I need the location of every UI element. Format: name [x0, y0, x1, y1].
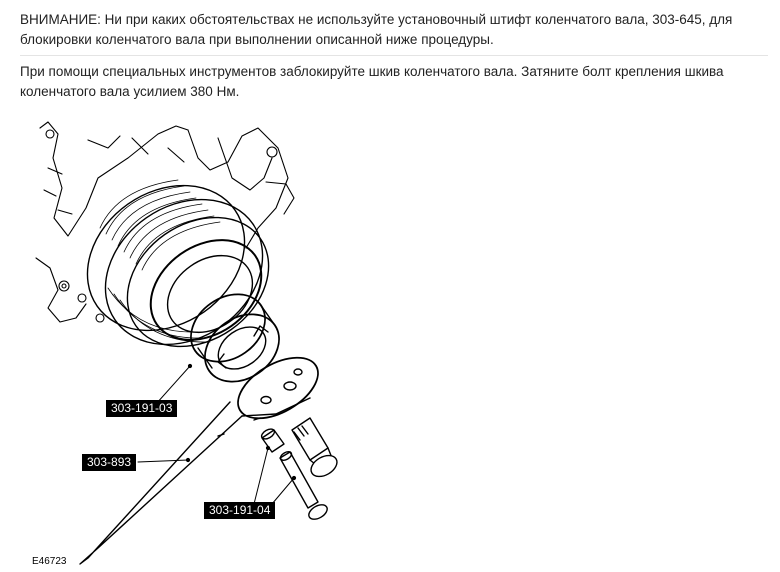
instruction-text: При помощи специальных инструментов заблокируйте шкив коленчатого вала. Затяните болт крепления шкива коленчатого вала усилием 380 Нм.: [20, 64, 724, 99]
crankshaft-pulley-illustration: [28, 118, 358, 570]
callout-adapter-label: 303-191-03: [106, 400, 177, 417]
figure-id: E46723: [32, 556, 67, 567]
callout-pins-label: 303-191-04: [204, 502, 275, 519]
callout-holder-label: 303-893: [82, 454, 136, 471]
warning-text: ВНИМАНИЕ: Ни при каких обстоятельствах не используйте установочный штифт коленчатого вала, 303-645, для блокировки коленчатого вала при выполнении описанной ниже процедуры.: [20, 12, 733, 47]
crankshaft-pulley: [59, 156, 293, 374]
technical-drawing: [28, 118, 358, 570]
section-divider: [20, 55, 768, 56]
